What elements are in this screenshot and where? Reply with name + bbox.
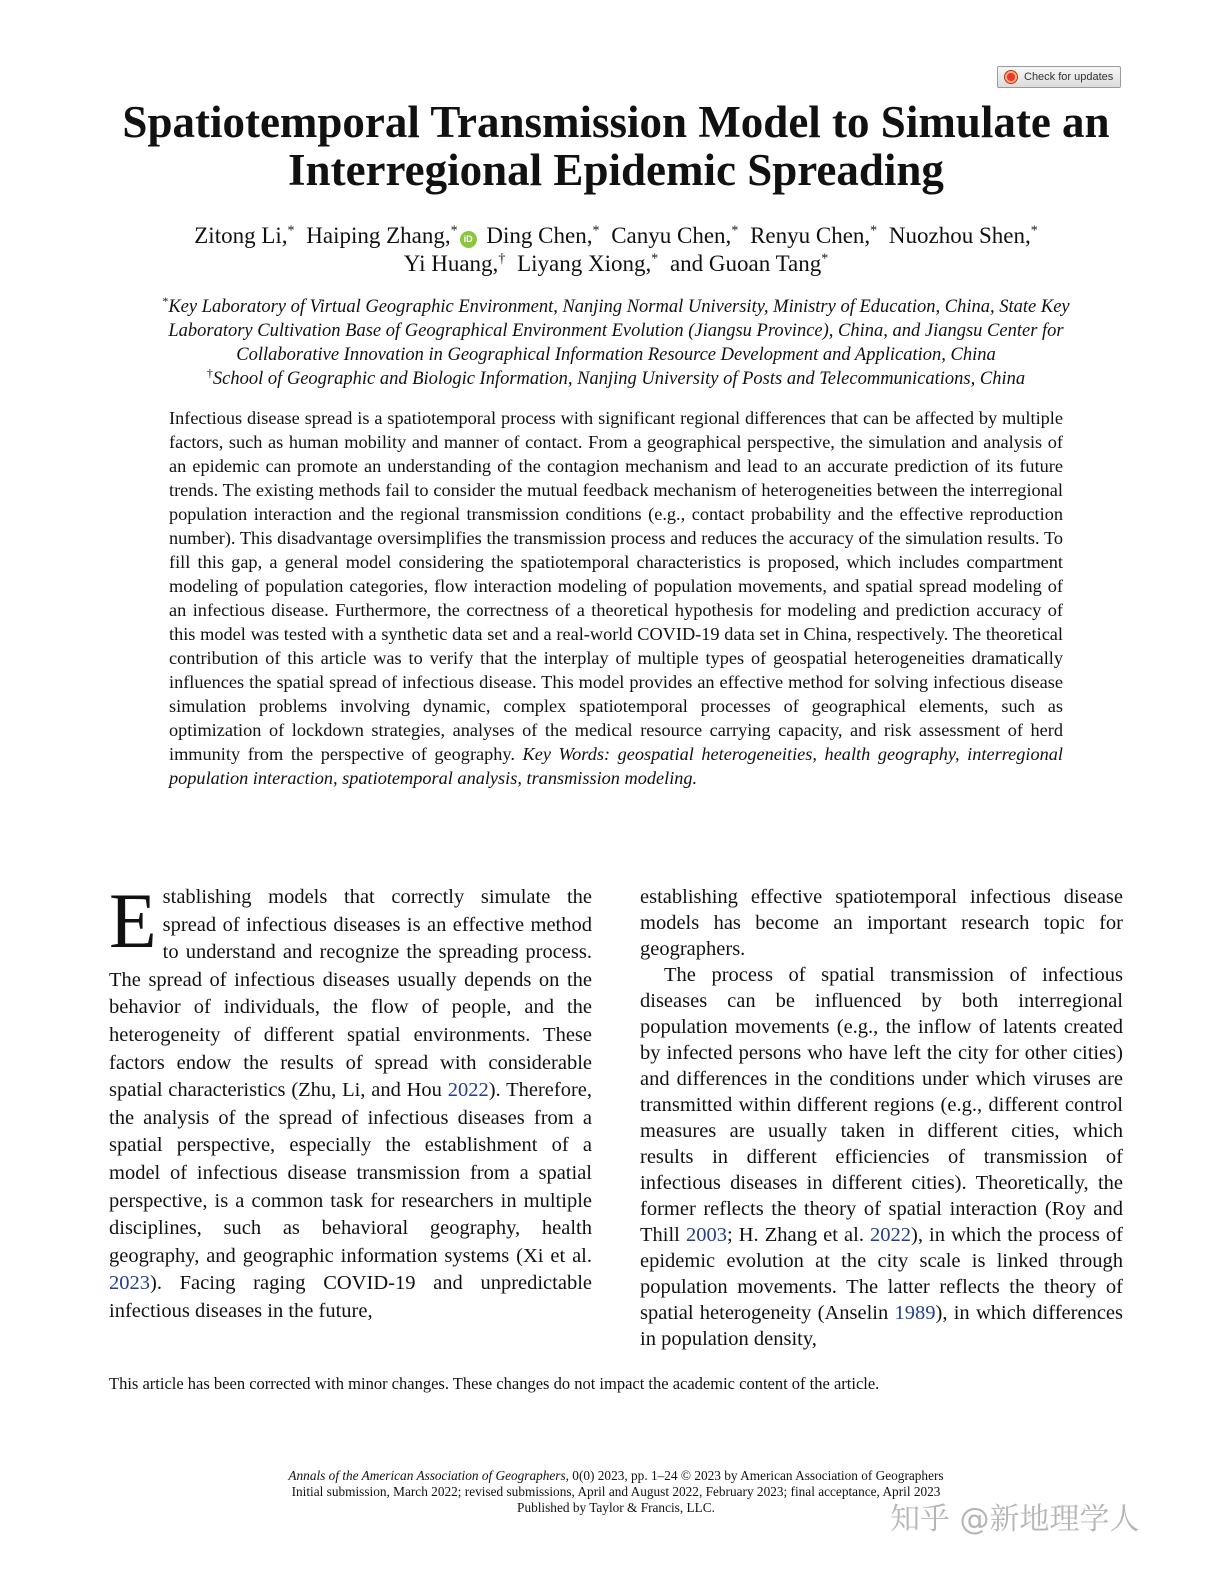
author: and Guoan Tang* (669, 251, 829, 276)
check-for-updates-label: Check for updates (1024, 71, 1114, 83)
citation-link[interactable]: 2022 (870, 1224, 912, 1246)
abstract (169, 406, 1063, 790)
author-list (60, 222, 1172, 278)
keywords: Key Words: geospatial heterogeneities, health geography, interregional population interaction, spatiotemporal analysis, transmission modeling. (169, 744, 1063, 788)
footer-line: Annals of the American Association of Geographers, 0(0) 2023, pp. 1–24 © 2023 by American Association of Geographers (288, 1468, 944, 1483)
paragraph: establishing effective spatiotemporal infectious disease models has become an important research topic for geographers. (640, 886, 1123, 960)
check-for-updates-button[interactable] (997, 66, 1121, 88)
author: Liyang Xiong,* (517, 251, 659, 276)
citation-link[interactable]: 2022 (447, 1079, 489, 1102)
drop-cap: E (109, 877, 157, 964)
author: Zitong Li,* (194, 223, 295, 248)
correction-note: This article has been corrected with minor changes. These changes do not impact the academic content of the article. (109, 1374, 880, 1393)
watermark: 知乎 @新地理学人 (890, 1502, 1140, 1537)
affiliation-line: Laboratory Cultivation Base of Geographical Environment Evolution (Jiangsu Province), China, and Jiangsu Center for (168, 321, 1064, 341)
author: Nuozhou Shen,* (888, 223, 1038, 248)
footer-line: Published by Taylor & Francis, LLC. (517, 1500, 715, 1515)
author: Yi Huang,† (403, 251, 506, 276)
body-column-right (640, 884, 1123, 1352)
title-line-1: Spatiotemporal Transmission Model to Simulate an (122, 97, 1110, 147)
footer-line: Initial submission, March 2022; revised submissions, April and August 2022, February 2023; final acceptance, April 2023 (291, 1484, 941, 1499)
body-column-left (109, 877, 592, 1326)
abstract-text: Infectious disease spread is a spatiotemporal process with significant regional differences that can be affected by multiple factors, such as human mobility and manner of contact. From a geographical perspective, the simulation and analysis of an epidemic can promote an understanding of the contagion mechanism and lead to an accurate prediction of its future trends. The existing methods fail to consider the mutual feedback mechanism of heterogeneities between the interregional population interaction and the regional transmission conditions (e.g., contact probability and the effective reproduction number). This disadvantage oversimplifies the transmission process and reduces the accuracy of the simulation results. To fill this gap, a general model considering the spatiotemporal characteristics is proposed, which includes compartment modeling of population categories, flow interaction modeling of population movements, and spatial spread modeling of an infectious disease. Furthermore, the correctness of a theoretical hypothesis for modeling and prediction accuracy of this model was tested with a synthetic data set and a real-world COVID-19 data set in China, respectively. The theoretical contribution of this article was to verify that the interplay of multiple types of geospatial heterogeneities dramatically influences the spatial spread of infectious disease. This model provides an effective method for solving infectious disease simulation problems involving dynamic, complex spatiotemporal processes of geographical elements, such as optimization of lockdown strategies, analyses of the medical resource carrying capacity, and risk assessment of herd immunity from the perspective of geography. (169, 408, 1063, 764)
affiliations (120, 295, 1112, 391)
citation-link[interactable]: 2023 (109, 1272, 150, 1295)
affiliation-line: Collaborative Innovation in Geographical Information Resource Development and Application, China (236, 345, 996, 365)
journal-name: Annals of the American Association of Geographers (288, 1468, 566, 1483)
citation-link[interactable]: 1989 (894, 1302, 936, 1324)
title-line-2: Interregional Epidemic Spreading (288, 145, 944, 195)
crossmark-icon (1004, 70, 1018, 84)
affiliation-line: *Key Laboratory of Virtual Geographic Environment, Nanjing Normal University, Ministry of Education, China, State Key (162, 293, 1070, 317)
paragraph: Establishing models that correctly simulate the spread of infectious diseases is an effective method to understand and recognize the spreading process. The spread of infectious diseases usually depends on the behavior of individuals, the flow of people, and the heterogeneity of different spatial environments. These factors endow the results of spread with considerable spatial characteristics (Zhu, Li, and Hou 2022). Therefore, the analysis of the spread of infectious diseases from a spatial perspective, especially the establishment of a model of infectious disease transmission from a spatial perspective, is a common task for researchers in multiple disciplines, such as behavioral geography, health geography, and geographic information systems (Xi et al. 2023). Facing raging COVID-19 and unpredictable infectious diseases in the future, (109, 877, 592, 1322)
article-title (60, 98, 1172, 194)
citation-link[interactable]: 2003 (685, 1224, 727, 1246)
affiliation-line: †School of Geographic and Biologic Information, Nanjing University of Posts and Telecommunications, China (206, 365, 1026, 389)
orcid-icon[interactable]: iD (460, 231, 477, 248)
author: Renyu Chen,* (750, 223, 878, 248)
paragraph: The process of spatial transmission of infectious diseases can be influenced by both interregional population movements (e.g., the inflow of latents created by infected persons who have left the city for other cities) and differences in the conditions under which viruses are transmitted within different regions (e.g., different control measures are usually taken in different cities, which results in different efficiencies of transmission of infectious diseases in different cities). Theoretically, the former reflects the theory of spatial interaction (Roy and Thill 2003; H. Zhang et al. 2022), in which the process of epidemic evolution at the city scale is linked through population movements. The latter reflects the theory of spatial heterogeneity (Anselin 1989), in which differences in population density, (640, 964, 1123, 1350)
author: Haiping Zhang,* (306, 223, 458, 248)
author: Ding Chen,* (486, 223, 600, 248)
author: Canyu Chen,* (611, 223, 739, 248)
